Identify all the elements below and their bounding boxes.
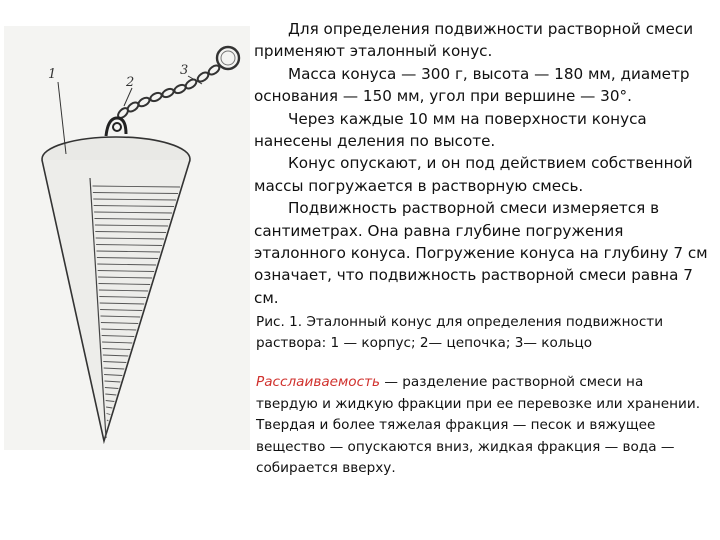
figure-caption: Рис. 1. Эталонный конус для определения подвижности раствора: 1 — корпус; 2— цепочка; 3— кольцо bbox=[256, 314, 664, 351]
standard-cone-illustration-icon bbox=[4, 26, 250, 450]
label-3: 3 bbox=[180, 63, 189, 78]
definition-paragraph bbox=[256, 372, 706, 415]
paragraph-2: Масса конуса — 300 г, высота — 180 мм, диаметр основания — 150 мм, угол при вершине — 30°. bbox=[254, 64, 690, 106]
paragraph-1: Для определения подвижности растворной смеси применяют эталонный конус. bbox=[254, 20, 694, 61]
ring-icon bbox=[217, 47, 239, 69]
label-2: 2 bbox=[126, 75, 135, 90]
label-1: 1 bbox=[48, 67, 57, 82]
paragraph-4: Конус опускают, и он под действием собственной массы погружается в растворную смесь. bbox=[254, 154, 693, 195]
cone-figure bbox=[4, 26, 250, 450]
paragraph-5: Подвижность растворной смеси измеряется в сантиметрах. Она равна глубине погружения эталонного конуса. Погружение конуса на глубину 7 см означает, что подвижность растворной смеси равна 7 см. bbox=[254, 199, 708, 307]
definition-term: Расслаиваемость bbox=[256, 374, 381, 390]
main-text bbox=[254, 18, 714, 309]
definition-text: — разделение растворной смеси на твердую и жидкую фракции при ее перевозке или хранении. bbox=[256, 374, 701, 412]
definition-block bbox=[256, 372, 706, 480]
chain-icon bbox=[116, 64, 221, 120]
paragraph-3: Через каждые 10 мм на поверхности конуса нанесены деления по высоте. bbox=[254, 109, 647, 151]
definition-paragraph-2: Твердая и более тяжелая фракция — песок и вяжущее вещество — опускаются вниз, жидкая фракция — вода — собирается вверху. bbox=[256, 417, 675, 477]
